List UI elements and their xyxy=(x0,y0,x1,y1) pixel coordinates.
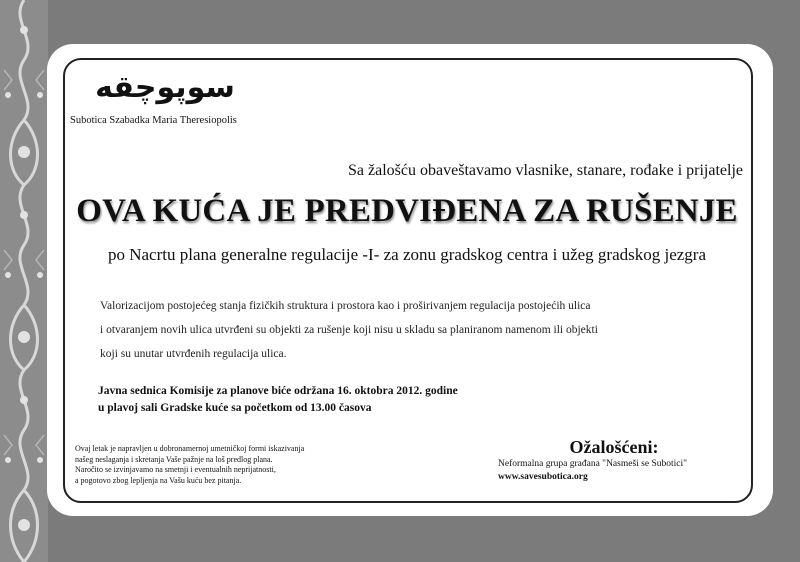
ornament-border xyxy=(0,0,48,562)
signature-group: Neformalna grupa građana "Nasmeši se Subotici" xyxy=(498,459,687,469)
intro-line: Sa žalošću obaveštavamo vlasnike, stanare, rođake i prijatelje xyxy=(348,162,743,179)
session-line: Javna sednica Komisije za planove biće održana 16. oktobra 2012. godine xyxy=(98,385,458,397)
headline: OVA KUĆA JE PREDVIĐENA ZA RUŠENJE xyxy=(76,193,738,229)
body-line: Valorizacijom postojećeg stanja fizičkih struktura i prostora kao i proširivanjem regulacija postojećih ulica xyxy=(100,300,591,312)
disclaimer xyxy=(75,444,395,486)
signature-title: Ožalošćeni: xyxy=(569,437,659,457)
session-line: u plavoj sali Gradske kuće sa početkom od 13.00 časova xyxy=(98,402,372,414)
logo-subtitle: Subotica Szabadka Maria Theresiopolis xyxy=(70,115,237,126)
body-paragraph xyxy=(100,294,700,366)
disclaimer-line: a pogotovo zbog lepljenja na Vašu kuću bez pitanja. xyxy=(75,475,242,485)
subheadline: po Nacrtu plana generalne regulacije -I- za zonu gradskog centra i užeg gradskog jezgra xyxy=(107,245,706,264)
session-info xyxy=(98,383,598,417)
body-line: koji su unutar utvrđenih regulacija ulica. xyxy=(100,348,287,360)
signature-url: www.savesubotica.org xyxy=(498,472,588,482)
logo-arabic-text: سوپوچقه xyxy=(95,70,235,105)
body-line: i otvaranjem novih ulica utvrđeni su objekti za rušenje koji nisu u skladu sa planiranom namenom ili objekti xyxy=(100,324,598,336)
disclaimer-line: našeg neslaganja i skretanja Vaše pažnje na loš predlog plana. xyxy=(75,454,273,464)
disclaimer-line: Ovaj letak je napravljen u dobronamernoj umetničkoj formi iskazivanja xyxy=(75,444,305,453)
disclaimer-line: Naročito se izvinjavamo na smetnji i eventualnih neprijatnosti, xyxy=(75,465,276,474)
